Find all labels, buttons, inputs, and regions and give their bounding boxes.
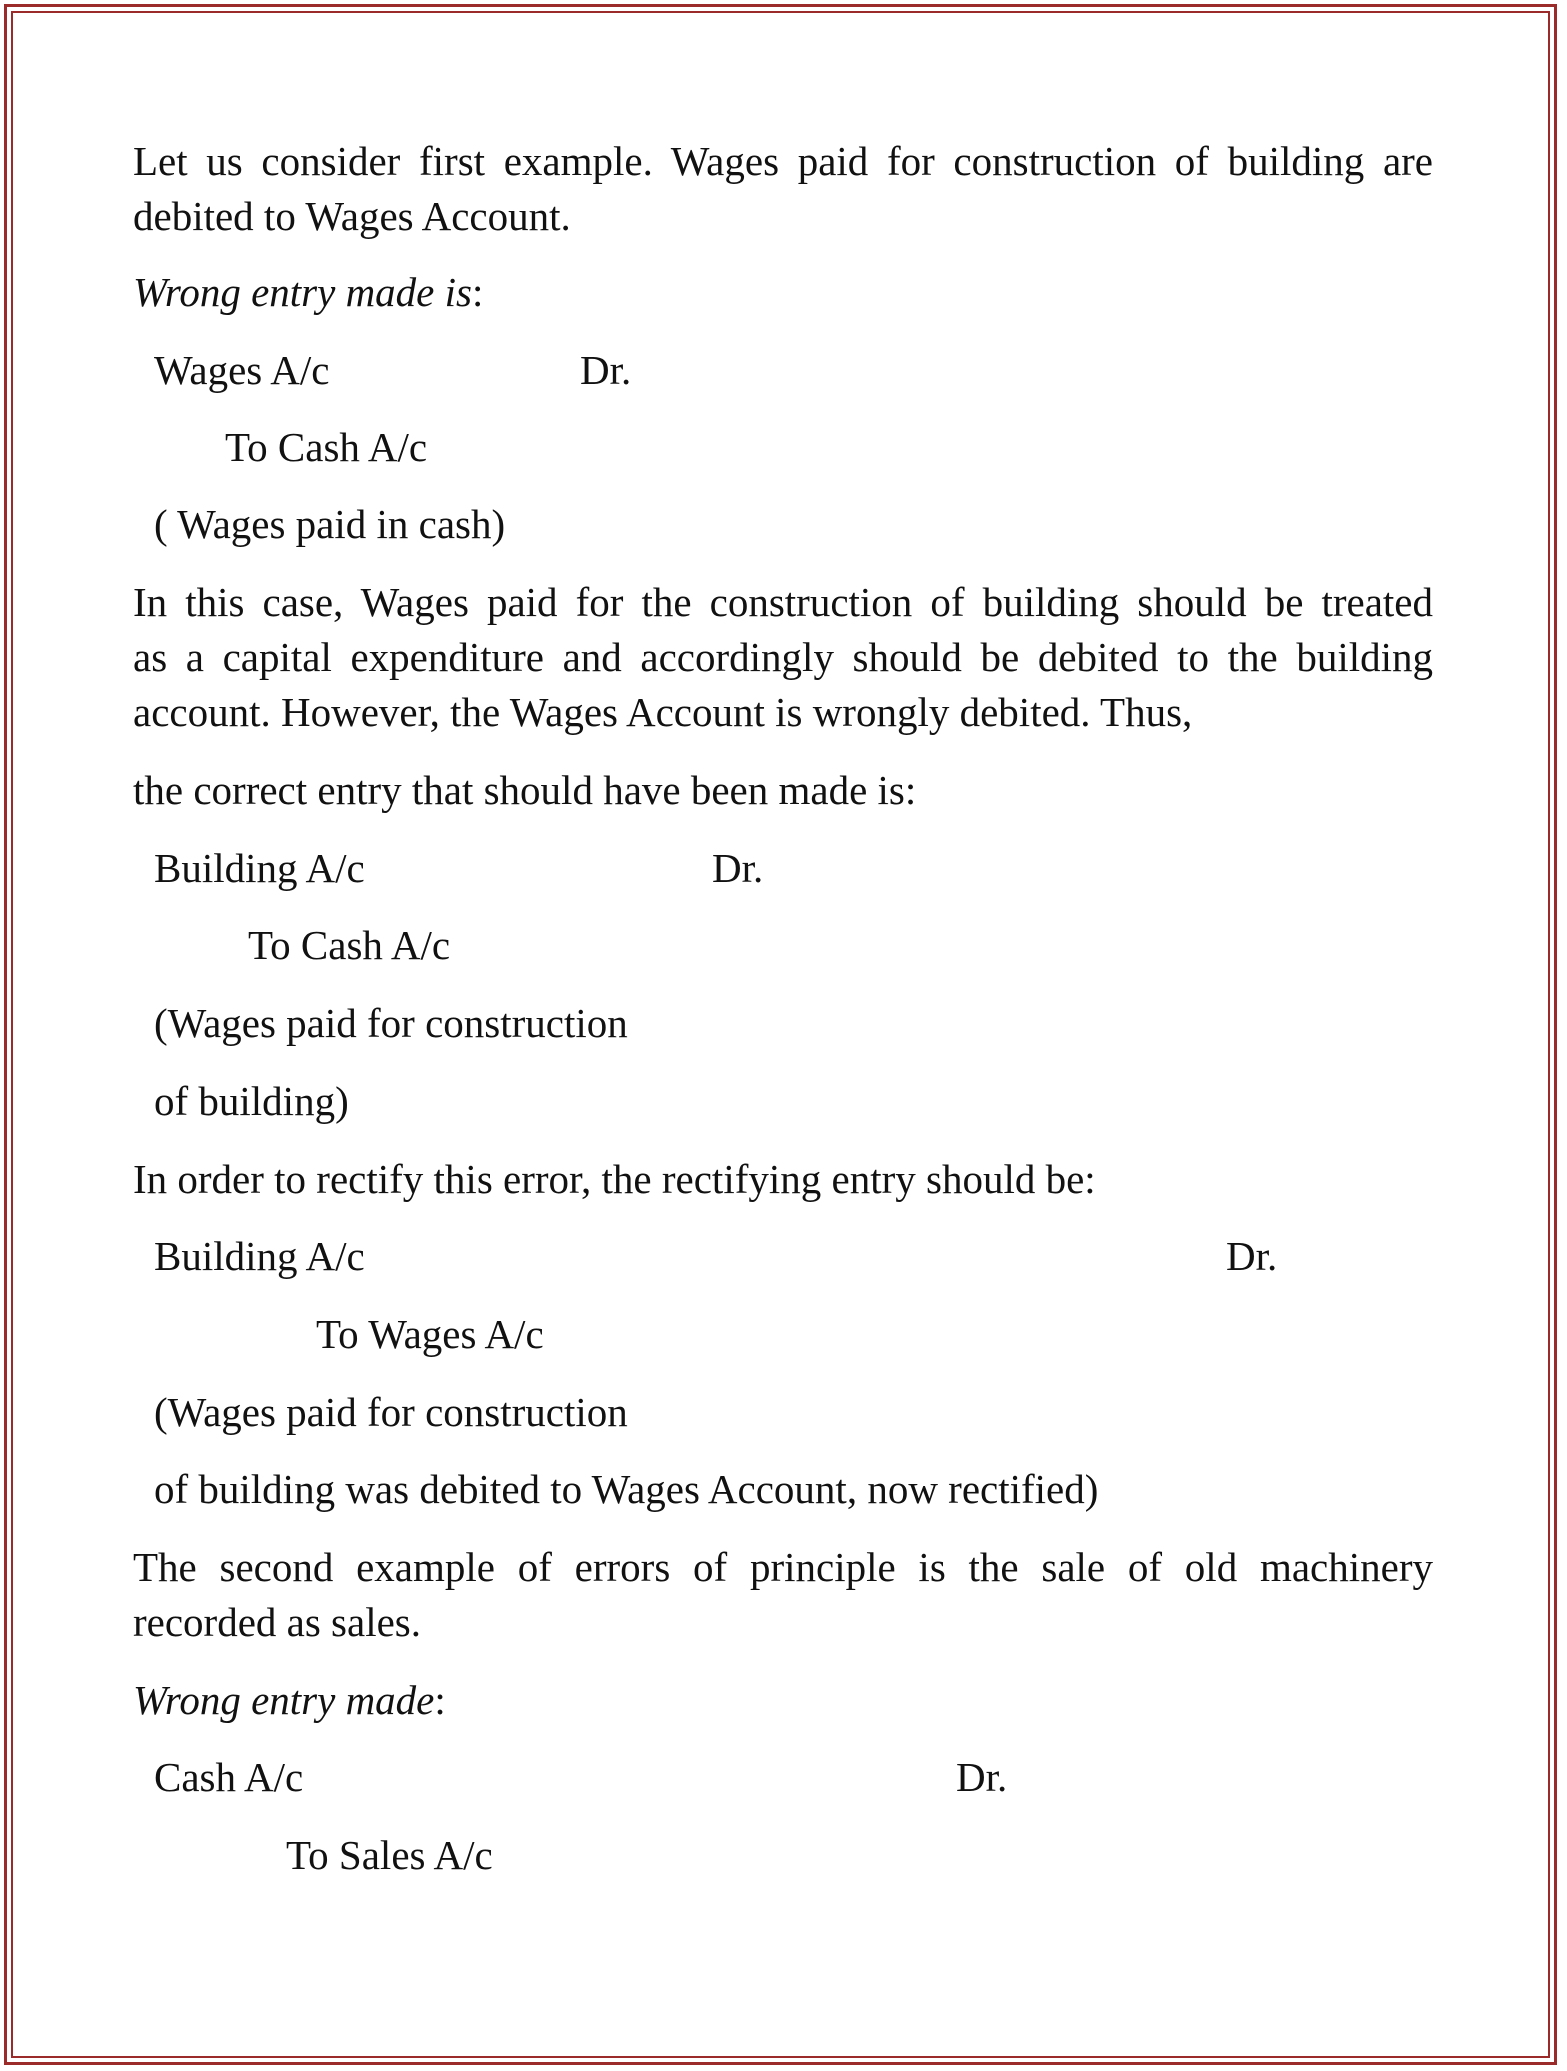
wrong-entry-2-dr: Dr. <box>956 1754 1008 1800</box>
wrong-entry-heading-1-colon: : <box>471 269 484 315</box>
wrong-entry-1-credit: To Cash A/c <box>225 424 428 470</box>
wrong-entry-1-debit: Wages A/c <box>154 347 330 393</box>
rectify-intro: In order to rectify this error, the rectifying entry should be: <box>133 1156 1096 1202</box>
correct-entry-narration-1: (Wages paid for construction <box>154 1000 628 1046</box>
rectifying-entry-credit: To Wages A/c <box>316 1311 544 1357</box>
wrong-entry-heading-1 <box>133 265 483 320</box>
wrong-entry-heading-1-text: Wrong entry made is <box>133 269 472 315</box>
wrong-entry-1-narration: ( Wages paid in cash) <box>154 501 506 547</box>
rectifying-entry-narration-2: of building was debited to Wages Account, now rectified) <box>154 1466 1099 1512</box>
second-example-line-2: recorded as sales. <box>133 1599 422 1645</box>
explanation-line-2: as a capital expenditure and accordingly should be debited to the building <box>133 634 1433 680</box>
correct-entry-debit: Building A/c <box>154 845 365 891</box>
explanation-line-4: the correct entry that should have been made is: <box>133 767 917 813</box>
rectifying-entry-narration-1: (Wages paid for construction <box>154 1389 628 1435</box>
intro-line-2: debited to Wages Account. <box>133 193 571 239</box>
rectifying-entry-dr: Dr. <box>1226 1233 1278 1279</box>
correct-entry-dr: Dr. <box>712 845 764 891</box>
correct-entry-narration-2: of building) <box>154 1078 349 1124</box>
explanation-line-3: account. However, the Wages Account is wrongly debited. Thus, <box>133 689 1193 735</box>
explanation-line-1: In this case, Wages paid for the construction of building should be treated <box>133 579 1433 625</box>
second-example-line-1: The second example of errors of principle is the sale of old machinery <box>133 1544 1433 1590</box>
wrong-entry-2-debit: Cash A/c <box>154 1754 304 1800</box>
wrong-entry-heading-2 <box>133 1673 446 1728</box>
rectifying-entry-debit: Building A/c <box>154 1233 365 1279</box>
correct-entry-credit: To Cash A/c <box>248 922 451 968</box>
wrong-entry-heading-2-text: Wrong entry made <box>133 1677 435 1723</box>
wrong-entry-1-dr: Dr. <box>580 347 632 393</box>
wrong-entry-2-credit: To Sales A/c <box>286 1832 493 1878</box>
wrong-entry-heading-2-colon: : <box>434 1677 446 1723</box>
intro-line-1: Let us consider first example. Wages paid for construction of building are <box>133 138 1433 184</box>
